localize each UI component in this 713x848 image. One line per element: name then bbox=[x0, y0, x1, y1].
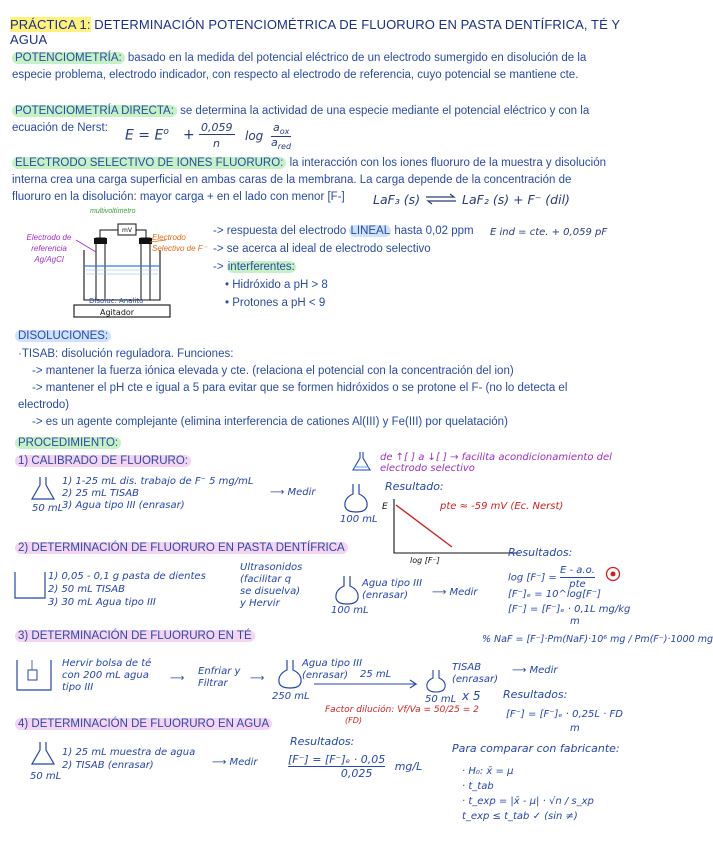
step3-medir: Medir bbox=[529, 665, 558, 676]
step3-arrow: ⟶ Medir bbox=[512, 665, 558, 676]
eq-aden bbox=[271, 136, 291, 151]
step4-c2: · t_tab bbox=[462, 781, 494, 792]
step2-item-2: 2) 50 mL TISAB bbox=[48, 584, 125, 595]
step2-agua-1: Agua tipo III bbox=[362, 578, 423, 589]
title-text: DETERMINACIÓN POTENCIOMÉTRICA DE FLUORURO EN PASTA DENTÍFRICA, TÉ Y AGUA bbox=[10, 17, 620, 47]
step3-agua-2: (enrasar) bbox=[302, 670, 348, 681]
liquid-lines bbox=[86, 270, 158, 274]
potenciometria-term: POTENCIOMETRÍA: bbox=[12, 52, 125, 64]
eq-anum-a: a bbox=[273, 121, 280, 134]
step2-ultra-2: (facilitar q bbox=[240, 574, 292, 585]
f3-pre: -> bbox=[213, 261, 227, 273]
step2-arrow: ⟶ Medir bbox=[432, 587, 478, 598]
feature-protones: • Protones a pH < 9 bbox=[225, 297, 326, 309]
step2-medir: Medir bbox=[449, 587, 478, 598]
step3-times: x 5 bbox=[462, 689, 481, 703]
step2-title-text: 2) DETERMINACIÓN DE FLUORURO EN PASTA DENTÍFRICA bbox=[15, 542, 348, 554]
step2-flask-vol: 100 mL bbox=[331, 605, 369, 616]
f1-post: hasta 0,02 ppm bbox=[391, 225, 474, 237]
tea-beaker-icon bbox=[14, 656, 54, 694]
step3-title-text: 3) DETERMINACIÓN DE FLUORURO EN TÉ bbox=[15, 630, 255, 642]
step3-tisab-1: TISAB bbox=[452, 662, 482, 673]
directa-line2: ecuación de Nerst: bbox=[12, 122, 108, 134]
step3-tisab bbox=[452, 662, 498, 686]
directa-term: POTENCIOMETRÍA DIRECTA: bbox=[12, 105, 177, 117]
step1-title bbox=[15, 455, 191, 467]
eq-plus: + bbox=[183, 127, 195, 143]
electrode-features bbox=[213, 222, 493, 312]
feature-linear bbox=[213, 222, 493, 240]
beaker-icon bbox=[84, 250, 160, 300]
step2-res: Resultados: bbox=[508, 546, 573, 559]
step3-flask2: 50 mL bbox=[425, 694, 457, 705]
step2-item-1: 1) 0,05 - 0,1 g pasta de dientes bbox=[48, 571, 206, 582]
step4-title bbox=[15, 718, 272, 730]
step4-res: Resultados: bbox=[290, 735, 355, 748]
directa-line1: se determina la actividad de una especie mediante el potencial eléctrico y con la bbox=[176, 105, 590, 117]
step4-r1-unit: mg/L bbox=[394, 760, 423, 773]
electrode-diagram bbox=[18, 208, 208, 320]
sel-cap bbox=[139, 238, 152, 244]
graph-y-label: E bbox=[382, 502, 388, 512]
step3-r1: [F⁻] = [F⁻]ₑ · 0,25L · FD bbox=[506, 709, 623, 720]
step1-top-note bbox=[380, 452, 630, 474]
eq-log: log bbox=[245, 129, 264, 143]
step3-agua-1: Agua tipo III bbox=[302, 658, 363, 669]
procedimiento-heading bbox=[15, 435, 121, 452]
flask-icon bbox=[28, 740, 58, 770]
step1-item-3: 3) Agua tipo III (enrasar) bbox=[62, 500, 185, 511]
step4-compare: Para comparar con fabricante: bbox=[452, 742, 620, 755]
tisab-func2: -> mantener el pH cte e igual a 5 para evitar que se formen hidróxidos o se protone el F- (no lo detecta el bbox=[32, 382, 568, 394]
step1-items bbox=[62, 476, 253, 512]
sel-electrode-label: Electrodo Selectivo de F⁻ bbox=[152, 233, 207, 253]
eind-equation: E ind = cte. + 0,059 pF bbox=[490, 227, 608, 238]
step4-c1: · H₀: x̄ = μ bbox=[462, 766, 514, 777]
feature-ideal: -> se acerca al ideal de electrodo selectivo bbox=[213, 243, 431, 255]
eq-aden-sub: red bbox=[277, 142, 292, 152]
title-label: PRÁCTICA 1: bbox=[10, 17, 91, 32]
f3-hl: interferentes: bbox=[227, 261, 295, 273]
step1-title-text: 1) CALIBRADO DE FLUORURO: bbox=[15, 455, 191, 467]
step4-arrow: ⟶ Medir bbox=[212, 757, 258, 768]
voltimetro-text: multivoltímetro bbox=[90, 208, 136, 215]
ref-cap bbox=[94, 238, 107, 244]
step2-agua bbox=[362, 578, 422, 602]
feature-interferentes bbox=[213, 258, 493, 276]
step3-res: Resultados: bbox=[503, 688, 568, 701]
eq-sup: o bbox=[163, 127, 169, 137]
step3-arrow1-icon: ⟶ bbox=[170, 673, 185, 684]
step4-r1-text: [F⁻] = [F⁻]ₑ · 0,05 bbox=[288, 753, 386, 766]
eq-lhs bbox=[125, 127, 169, 144]
attention-icon bbox=[605, 566, 621, 587]
step1-arrow: ⟶ Medir bbox=[270, 487, 316, 498]
tisab-line: ·TISAB: disolución reguladora. Funciones: bbox=[18, 348, 234, 360]
step2-agua-2: (enrasar) bbox=[362, 590, 408, 601]
step2-r1-num: E - a.o. bbox=[560, 565, 595, 576]
step3-boil-1: Hervir bolsa de té bbox=[62, 658, 152, 669]
step1-medir: Medir bbox=[287, 487, 316, 498]
volumetric-flask-icon bbox=[276, 658, 304, 690]
reaction-left: LaF₃ (s) bbox=[373, 192, 421, 207]
step2-r3-den: m bbox=[570, 616, 580, 627]
step2-item-3: 3) 30 mL Agua tipo III bbox=[48, 597, 156, 608]
eq-anum bbox=[271, 121, 291, 137]
ref-electrode-label: Electrodo de referencia Ag/AgCl bbox=[26, 233, 72, 264]
step4-c4: t_exp ≤ t_tab ✓ (sin ≠) bbox=[462, 811, 578, 822]
step4-test bbox=[462, 764, 594, 824]
step2-r2: [F⁻]ₑ = 10^log[F⁻] bbox=[508, 589, 601, 600]
tisab-func2-cont: electrodo) bbox=[18, 399, 70, 411]
step4-r1 bbox=[288, 753, 422, 780]
electrodo-line1: la interacción con los iones fluoruro de la muestra y disolución bbox=[286, 157, 607, 169]
small-flask-icon bbox=[350, 450, 380, 474]
step1-item-1: 1) 1-25 mL dis. trabajo de F⁻ 5 mg/mL bbox=[62, 476, 254, 487]
step3-factor: Factor dilución: Vf/Va = 50/25 = 2 bbox=[325, 705, 479, 715]
step4-item-1: 1) 25 mL muestra de agua bbox=[62, 747, 196, 758]
wire-left bbox=[100, 230, 118, 238]
step3-boil-3: tipo III bbox=[62, 682, 94, 693]
step3-cool-1: Enfriar y bbox=[198, 666, 241, 677]
step1-item-2: 2) 25 mL TISAB bbox=[62, 488, 139, 499]
step1-flask-vol: 50 mL bbox=[32, 503, 64, 514]
flask-icon bbox=[28, 475, 58, 505]
agitador-label: Agitador bbox=[100, 308, 135, 317]
step3-pct: % NaF = [F⁻]·Pm(NaF)·10⁶ mg / Pm(F⁻)·1000 mg bbox=[482, 634, 713, 645]
reference-electrode bbox=[96, 238, 105, 300]
step4-c3: · t_exp = |x̄ - μ| · √n / s_xp bbox=[462, 796, 594, 807]
step4-title-text: 4) DETERMINACIÓN DE FLUORURO EN AGUA bbox=[15, 718, 272, 730]
electrodo-line3: fluoruro en la disolución: mayor carga + en el lado con menor [F-] bbox=[12, 191, 345, 203]
step4-r1-den: 0,025 bbox=[340, 767, 373, 780]
step2-r3-text: [F⁻] = [F⁻]ₑ · 0,1L bbox=[508, 604, 596, 615]
step3-arrow2-icon: ⟶ bbox=[250, 673, 265, 684]
step3-cool-2: Filtrar bbox=[198, 678, 228, 689]
wire-right bbox=[136, 230, 146, 238]
step2-ultra-1: Ultrasonidos bbox=[240, 562, 303, 573]
step3-vol: 25 mL bbox=[360, 669, 392, 680]
disoluciones-heading bbox=[15, 328, 111, 345]
step2-r1-lhs: log [F⁻] = bbox=[508, 572, 557, 584]
f1-hl: LINEAL bbox=[350, 225, 391, 237]
eq-num: 0,059 bbox=[201, 121, 233, 134]
voltimetro-label bbox=[90, 208, 136, 215]
meter-label: mV bbox=[122, 227, 132, 234]
eq-lhs-text: E = E bbox=[125, 127, 164, 144]
beaker-icon bbox=[12, 568, 48, 602]
equilibrium-arrow-icon bbox=[424, 193, 458, 208]
step3-factor-fd: (FD) bbox=[345, 716, 363, 725]
procedimiento-term: PROCEDIMIENTO: bbox=[15, 437, 121, 449]
step2-items bbox=[48, 570, 206, 609]
eq-anum-sub: ox bbox=[279, 127, 290, 137]
step2-ultra-3: se disuelva) bbox=[240, 586, 301, 597]
step2-r3-unit: mg/kg bbox=[598, 604, 631, 615]
feature-hidroxido: • Hidróxido a pH > 8 bbox=[225, 279, 328, 291]
tisab-func3: -> es un agente complejante (elimina interferencia de cationes Al(III) y Fe(III) por quelatación) bbox=[32, 416, 508, 428]
step2-ultra-4: y Hervir bbox=[240, 598, 280, 609]
volumetric-flask-icon bbox=[333, 574, 361, 606]
step1-pte: pte ≈ -59 mV (Ec. Nerst) bbox=[440, 501, 564, 512]
step4-flask-vol: 50 mL bbox=[30, 771, 62, 782]
step3-r1-den: m bbox=[570, 723, 580, 734]
step4-item-2: 2) TISAB (enrasar) bbox=[62, 760, 154, 771]
disoluc-label: Disoluc. Analito bbox=[89, 297, 144, 305]
step3-tisab-2: (enrasar) bbox=[452, 674, 498, 685]
step2-r1-den: pte bbox=[569, 579, 586, 590]
tisab-func1: -> mantener la fuerza iónica elevada y cte. (relaciona el potencial con la concentración del ion) bbox=[32, 365, 514, 377]
volumetric-flask-icon bbox=[342, 482, 370, 514]
step2-title bbox=[15, 542, 348, 554]
step1-flask2-vol: 100 mL bbox=[340, 514, 378, 525]
step1-top-note-text: de ↑[ ] a ↓[ ] → facilita acondicionamiento del electrodo selectivo bbox=[380, 452, 612, 474]
potenciometria-paragraph bbox=[12, 50, 627, 84]
small-volumetric-flask-icon bbox=[424, 668, 448, 694]
eq-den: n bbox=[213, 137, 220, 150]
lafe-reaction bbox=[373, 192, 570, 208]
step4-items bbox=[62, 746, 195, 772]
page-title bbox=[10, 17, 636, 47]
step3-long-arrow-icon bbox=[312, 679, 422, 689]
step3-cool bbox=[198, 666, 240, 690]
step1-res: Resultado: bbox=[385, 480, 444, 493]
electrodo-line2: interna crea una carga superficial en ambas caras de la membrana. La carga depende de la concentración de bbox=[12, 174, 572, 186]
potenciometria-line2: especie problema, electrodo indicador, con respecto al electrodo de referencia, cuyo potencial se mantiene cte. bbox=[12, 69, 579, 81]
reaction-right: LaF₂ (s) + F⁻ (dil) bbox=[462, 192, 570, 207]
step2-r1 bbox=[508, 564, 595, 591]
f1-pre: -> respuesta del electrodo bbox=[213, 225, 350, 237]
potenciometria-line1: basado en la medida del potencial eléctrico de un electrodo sumergido en disolución de la bbox=[124, 52, 587, 64]
step3-flask1: 250 mL bbox=[272, 691, 310, 702]
step2-ultra bbox=[240, 562, 302, 610]
step3-boil-2: con 200 mL agua bbox=[62, 670, 149, 681]
eq-aden-a: a bbox=[271, 136, 278, 149]
graph-x-label: log [F⁻] bbox=[410, 556, 440, 565]
disoluciones-term: DISOLUCIONES: bbox=[15, 330, 111, 342]
step3-title bbox=[15, 630, 255, 642]
selective-electrode bbox=[141, 238, 150, 300]
step3-boil bbox=[62, 658, 151, 694]
electrodo-term: ELECTRODO SELECTIVO DE IONES FLUORURO: bbox=[12, 157, 286, 169]
disoluciones-body bbox=[18, 346, 630, 431]
directa-paragraph bbox=[12, 103, 627, 137]
step4-medir: Medir bbox=[229, 757, 258, 768]
